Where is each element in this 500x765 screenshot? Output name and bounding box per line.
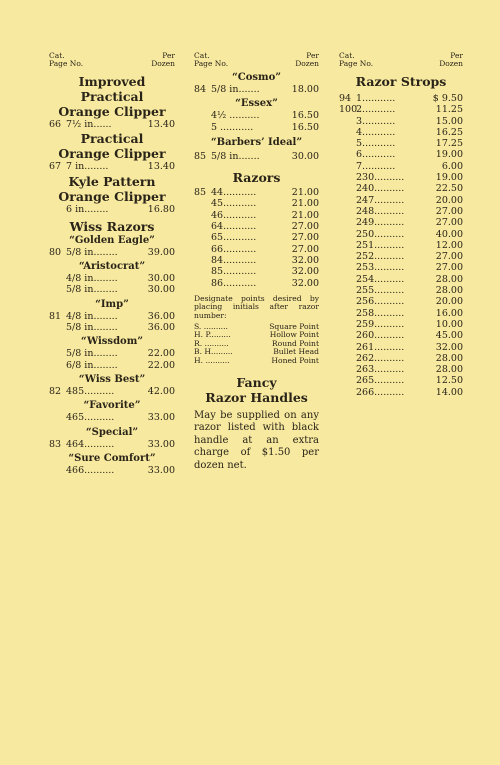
price-row: 240.......... 22.50 [356, 183, 463, 195]
razor-model-name: “Aristocrat” [78, 261, 146, 273]
price-row: 4½ .......... 16.50 [211, 110, 319, 122]
point-code-row: H. .......... Honed Point [194, 356, 319, 366]
page-no-label: Page No. [194, 59, 229, 68]
point-code-row: B. H......... Bullet Head [194, 347, 319, 357]
column-header [49, 52, 175, 68]
price-row: 81 4/8 in........ 36.00 [49, 310, 175, 322]
section-title-wiss-razors: Wiss Razors [69, 218, 155, 234]
price-row: 5 ........... 16.50 [211, 121, 319, 133]
price-row: 3........... 15.00 [356, 115, 463, 127]
razor-model-name: “Golden Eagle” [69, 234, 155, 246]
price-row: 265.......... 12.50 [356, 375, 463, 387]
price-row: 46........... 21.00 [211, 209, 319, 221]
price-row: 94 1........... $ 9.50 [339, 93, 463, 104]
price-row: 249.......... 27.00 [356, 217, 463, 229]
price-row: 259.......... 10.00 [356, 318, 463, 330]
price-row: 258.......... 16.00 [356, 307, 463, 319]
razor-model-name: “Favorite” [83, 400, 141, 412]
price-row: 85........... 32.00 [211, 266, 319, 278]
price-row: 260.......... 45.00 [356, 330, 463, 342]
price-row: 80 5/8 in........ 39.00 [49, 246, 175, 258]
point-codes-table [194, 323, 319, 366]
price-row: 251.......... 12.00 [356, 239, 463, 251]
razor-model-name: “Sure Comfort” [68, 452, 156, 464]
price-row: 5/8 in........ 22.00 [66, 348, 175, 360]
razor-model-name: “Essex” [235, 98, 278, 110]
price-row: 4/8 in........ 30.00 [66, 273, 175, 285]
price-row: 65........... 27.00 [211, 232, 319, 244]
razor-model-name: “Cosmo” [231, 72, 281, 83]
price-row: 256.......... 20.00 [356, 296, 463, 308]
price-row: 262.......... 28.00 [356, 352, 463, 364]
point-code-row: H. P......... Hollow Point [194, 330, 319, 340]
razor-price-list [194, 187, 319, 289]
price-row: 466.......... 33.00 [66, 464, 175, 476]
price-row: 230.......... 19.00 [356, 172, 463, 184]
price-row: 85 44........... 21.00 [194, 187, 319, 199]
price-row: 266.......... 14.00 [356, 386, 463, 398]
price-row: 5........... 17.25 [356, 138, 463, 150]
page-no-label: Page No. [339, 59, 374, 68]
per-label: Per [306, 51, 319, 60]
price-row: 6 in........ 16.80 [66, 203, 175, 215]
dozen-label: Dozen [151, 59, 175, 68]
razor-model-name: “Wissdom” [80, 336, 144, 348]
cat-label: Cat. [194, 51, 210, 60]
price-row: 6........... 19.00 [356, 149, 463, 161]
dozen-label: Dozen [295, 59, 319, 68]
column-razor-strops [339, 52, 463, 398]
razor-model-name: “Imp” [95, 298, 129, 310]
price-row: 5/8 in........ 36.00 [66, 322, 175, 334]
price-row: 7........... 6.00 [356, 160, 463, 172]
price-row: 248.......... 27.00 [356, 205, 463, 217]
price-row: 263.......... 28.00 [356, 364, 463, 376]
price-row: 84........... 32.00 [211, 254, 319, 266]
section-title: Kyle Pattern Orange Clipper [58, 173, 166, 204]
razor-model-name: “Special” [85, 426, 139, 438]
price-row: 252.......... 27.00 [356, 251, 463, 263]
price-row: 83 464.......... 33.00 [49, 438, 175, 450]
price-row: 253.......... 27.00 [356, 262, 463, 274]
column-header [339, 52, 463, 68]
column-razors [194, 52, 319, 472]
section-title: Practical Orange Clipper [58, 131, 166, 162]
section-title-razors: Razors [232, 170, 281, 186]
cat-label: Cat. [339, 51, 355, 60]
razor-model-name: “Barbers’ Ideal” [210, 136, 303, 148]
fancy-handles-text: May be supplied on any razor listed with black handle at an extra charge of $1.50 per dozen net. [194, 409, 319, 471]
price-row: 85 5/8 in....... 30.00 [194, 150, 319, 162]
dozen-label: Dozen [439, 59, 463, 68]
per-label: Per [450, 51, 463, 60]
section-title: Improved Practical Orange Clipper [58, 74, 166, 119]
price-row: 465.......... 33.00 [66, 412, 175, 424]
price-row: 67 7 in........ 13.40 [49, 161, 175, 173]
price-row: 45........... 21.00 [211, 198, 319, 210]
price-row: 82 485.......... 42.00 [49, 385, 175, 397]
price-row: 64........... 27.00 [211, 221, 319, 233]
price-row: 255.......... 28.00 [356, 285, 463, 297]
column-header [194, 52, 319, 68]
price-row: 84 5/8 in....... 18.00 [194, 84, 319, 95]
price-row: 250.......... 40.00 [356, 228, 463, 240]
razor-model-name: “Wiss Best” [78, 373, 146, 385]
price-row: 6/8 in........ 22.00 [66, 359, 175, 371]
per-label: Per [162, 51, 175, 60]
column-clippers-wiss-razors [49, 52, 175, 476]
price-row: 4........... 16.25 [356, 126, 463, 138]
section-title-razor-strops: Razor Strops [355, 74, 447, 89]
price-row: 247.......... 20.00 [356, 194, 463, 206]
price-row: 86........... 32.00 [211, 277, 319, 289]
page-no-label: Page No. [49, 59, 84, 68]
price-row: 66........... 27.00 [211, 243, 319, 255]
price-row: 261.......... 32.00 [356, 341, 463, 353]
price-row: 5/8 in........ 30.00 [66, 284, 175, 296]
section-title-fancy-razor-handles: Fancy Razor Handles [205, 374, 308, 405]
point-code-row: R. .......... Round Point [194, 338, 319, 348]
price-row: 100 2........... 11.25 [339, 104, 463, 116]
cat-label: Cat. [49, 51, 65, 60]
strop-price-list [339, 93, 463, 398]
designate-points-note: Designate points desired by placing initials after razor number: [194, 293, 319, 321]
price-row: 66 7½ in...... 13.40 [49, 119, 175, 130]
point-code-row: S. .......... Square Point [194, 321, 319, 331]
price-row: 254.......... 28.00 [356, 273, 463, 285]
